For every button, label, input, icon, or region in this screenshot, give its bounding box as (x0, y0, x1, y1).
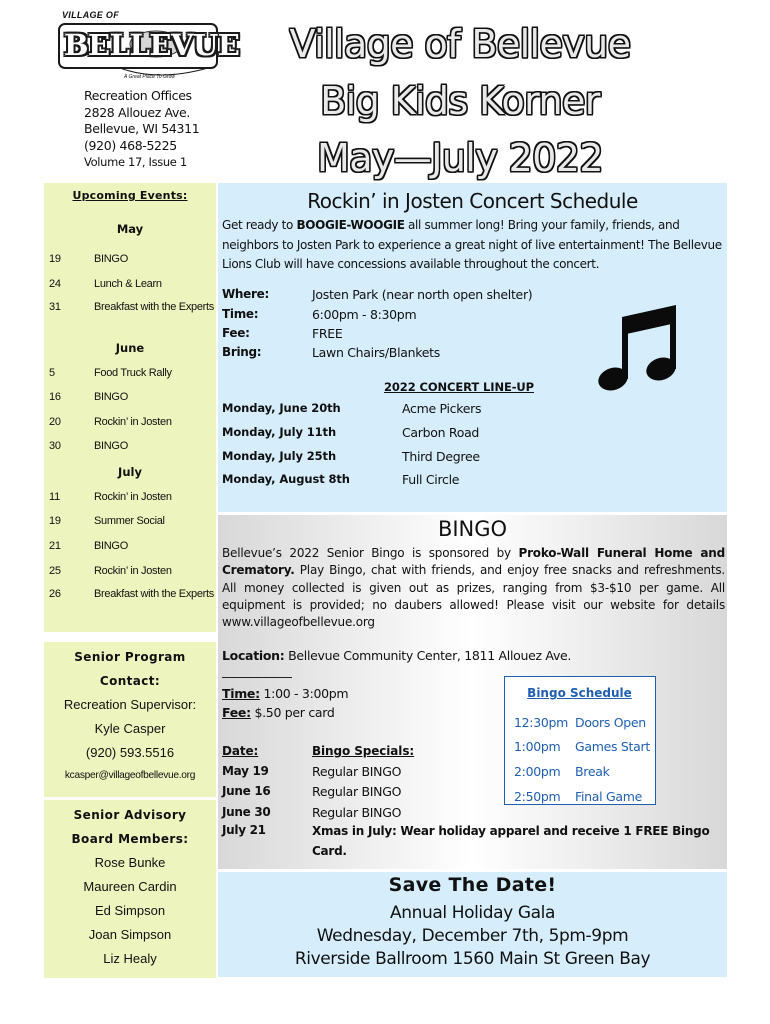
senior-program-contact-panel (44, 642, 216, 797)
gala-name: Annual Holiday Gala (390, 903, 555, 923)
page-title (250, 16, 670, 187)
concert-detail-value: Lawn Chairs/Blankets (312, 345, 440, 360)
lineup-band: Acme Pickers (402, 401, 482, 416)
concert-intro-post: all summer long! Bring your family, friends, and neighbors to Josten Park to experience a great night of live entertainment! The Bellevue Lions Club will have concessions available throughout the concert. (222, 218, 722, 271)
special-date: June 16 (222, 784, 271, 798)
title-line-1: Village of Bellevue (289, 22, 631, 66)
bingo-schedule-box (504, 676, 656, 805)
lineup-band: Third Degree (402, 449, 480, 464)
bingo-heading: BINGO (437, 517, 508, 541)
concert-detail-label: Where: (222, 287, 269, 301)
event-date: 26 (49, 588, 61, 600)
save-the-date-heading: Save The Date! (388, 874, 557, 896)
bingo-description (222, 545, 725, 631)
event-name: Food Truck Rally (94, 367, 172, 379)
event-name: Rockin’ in Josten (94, 565, 172, 577)
event-date: 24 (49, 278, 61, 290)
bingo-sponsor: Proko-Wall Funeral Home and Crematory. (222, 546, 726, 578)
contact-heading-2: Contact: (99, 674, 161, 688)
month-heading-july: July (118, 465, 142, 479)
contact-role: Recreation Supervisor: (63, 697, 197, 712)
concert-detail-label: Time: (222, 307, 259, 321)
special-text: Regular BINGO (312, 784, 402, 799)
upcoming-events-panel (44, 183, 216, 632)
event-date: 5 (49, 367, 55, 379)
lineup-heading: 2022 CONCERT LINE-UP (384, 380, 534, 394)
board-heading-2: Board Members: (71, 832, 189, 846)
board-member: Maureen Cardin (83, 879, 177, 894)
concert-intro-bold: BOOGIE-WOOGIE (296, 218, 405, 232)
schedule-event: Doors Open (575, 715, 646, 730)
recreation-office-info (84, 88, 224, 171)
event-date: 21 (49, 540, 61, 552)
bingo-desc-post: Play Bingo, chat with friends, and enjoy free snacks and refreshments. All money collected is given out as prizes, ranging from $3-$10 per game. All equipment is provided; no daubers allowed! Please visit our website for details www.villageofbellevue.org (222, 563, 725, 630)
schedule-event: Final Game (575, 789, 642, 804)
bingo-schedule-heading: Bingo Schedule (527, 686, 632, 700)
schedule-event: Games Start (575, 739, 650, 754)
logo-village-of: VILLAGE OF (62, 10, 119, 20)
event-name: BINGO (94, 391, 128, 403)
schedule-time: 1:00pm (514, 739, 561, 754)
concert-intro (222, 216, 724, 275)
schedule-time: 2:00pm (514, 764, 561, 779)
lineup-date: Monday, July 11th (222, 425, 337, 439)
event-date: 31 (49, 301, 61, 313)
bingo-time-value: 1:00 - 3:00pm (259, 686, 349, 701)
gala-location: Riverside Ballroom 1560 Main St Green Bay (294, 949, 651, 969)
lineup-date: Monday, July 25th (222, 449, 337, 463)
event-name: BINGO (94, 540, 128, 552)
village-logo (58, 8, 240, 88)
contact-email-link[interactable]: kcasper@villageofbellevue.org (64, 770, 196, 781)
special-text: Regular BINGO (312, 764, 402, 779)
concert-schedule-panel (218, 183, 727, 512)
schedule-time: 12:30pm (514, 715, 569, 730)
bingo-panel (218, 515, 727, 869)
event-date: 16 (49, 391, 61, 403)
concert-detail-label: Bring: (222, 345, 262, 359)
board-member: Liz Healy (103, 951, 157, 966)
special-date: June 30 (222, 805, 271, 819)
office-phone: (920) 468-5225 (84, 137, 177, 153)
logo-tagline: A Great Place To Grow (124, 74, 176, 80)
volume-issue: Volume 17, Issue 1 (84, 155, 187, 169)
event-name: Rockin’ in Josten (94, 491, 172, 503)
bingo-time-label: Time: (222, 686, 260, 701)
special-date: July 21 (222, 823, 266, 837)
bingo-location (222, 648, 571, 663)
divider (222, 677, 292, 678)
event-name: Breakfast with the Experts (94, 301, 214, 313)
concert-heading: Rockin’ in Josten Concert Schedule (307, 189, 638, 213)
save-the-date-panel (218, 872, 727, 977)
board-member: Ed Simpson (94, 903, 166, 918)
bingo-location-label: Location: (222, 648, 285, 663)
event-date: 20 (49, 416, 61, 428)
concert-detail-value: 6:00pm - 8:30pm (312, 307, 417, 322)
logo-wordmark: BELLEVUE (64, 28, 240, 62)
gala-date-time: Wednesday, December 7th, 5pm-9pm (316, 926, 629, 946)
office-city: Bellevue, WI 54311 (84, 121, 200, 136)
senior-advisory-board-panel (44, 800, 216, 978)
concert-intro-pre: Get ready to (222, 218, 297, 232)
contact-heading-1: Senior Program (74, 650, 186, 664)
bingo-fee-label: Fee: (222, 705, 251, 720)
specials-date-heading: Date: (222, 744, 259, 758)
event-name: Breakfast with the Experts (94, 588, 214, 600)
concert-detail-value: Josten Park (near north open shelter) (312, 287, 533, 302)
concert-detail-label: Fee: (222, 326, 250, 340)
upcoming-events-heading: Upcoming Events: (72, 189, 188, 202)
concert-detail-value: FREE (312, 326, 343, 341)
event-date: 19 (49, 515, 61, 527)
title-line-2: Big Kids Korner (320, 79, 600, 123)
special-date: May 19 (222, 764, 269, 778)
event-name: BINGO (94, 253, 128, 265)
specials-heading: Bingo Specials: (312, 744, 415, 758)
lineup-date: Monday, June 20th (222, 401, 341, 415)
bingo-location-value: Bellevue Community Center, 1811 Allouez Ave. (284, 648, 572, 663)
special-text: Xmas in July: Wear holiday apparel and receive 1 FREE Bingo Card. (312, 824, 710, 858)
bingo-fee-value: $.50 per card (250, 705, 335, 720)
schedule-time: 2:50pm (514, 789, 561, 804)
bingo-desc-pre: Bellevue’s 2022 Senior Bingo is sponsored by (222, 546, 519, 560)
special-text: Regular BINGO (312, 805, 402, 820)
month-heading-may: May (116, 222, 144, 236)
event-date: 11 (49, 491, 61, 503)
title-line-3: May—July 2022 (317, 136, 603, 180)
event-name: Rockin’ in Josten (94, 416, 172, 428)
event-date: 19 (49, 253, 61, 265)
event-date: 25 (49, 565, 61, 577)
board-member: Rose Bunke (94, 855, 166, 870)
office-street: 2828 Allouez Ave. (84, 104, 191, 120)
lineup-band: Carbon Road (402, 425, 480, 440)
lineup-band: Full Circle (402, 472, 460, 487)
board-member: Joan Simpson (88, 927, 172, 942)
contact-name: Kyle Casper (94, 721, 166, 736)
month-heading-june: June (115, 341, 145, 355)
lineup-date: Monday, August 8th (222, 472, 350, 486)
event-name: BINGO (94, 440, 128, 452)
board-heading-1: Senior Advisory (73, 808, 187, 822)
event-name: Summer Social (94, 515, 165, 527)
bingo-fee (222, 705, 335, 720)
event-date: 30 (49, 440, 61, 452)
office-name: Recreation Offices (84, 88, 192, 103)
music-note-icon (594, 301, 684, 397)
schedule-event: Break (575, 764, 610, 779)
bingo-time (222, 686, 348, 701)
contact-phone: (920) 593.5516 (85, 745, 175, 760)
event-name: Lunch & Learn (94, 278, 162, 290)
